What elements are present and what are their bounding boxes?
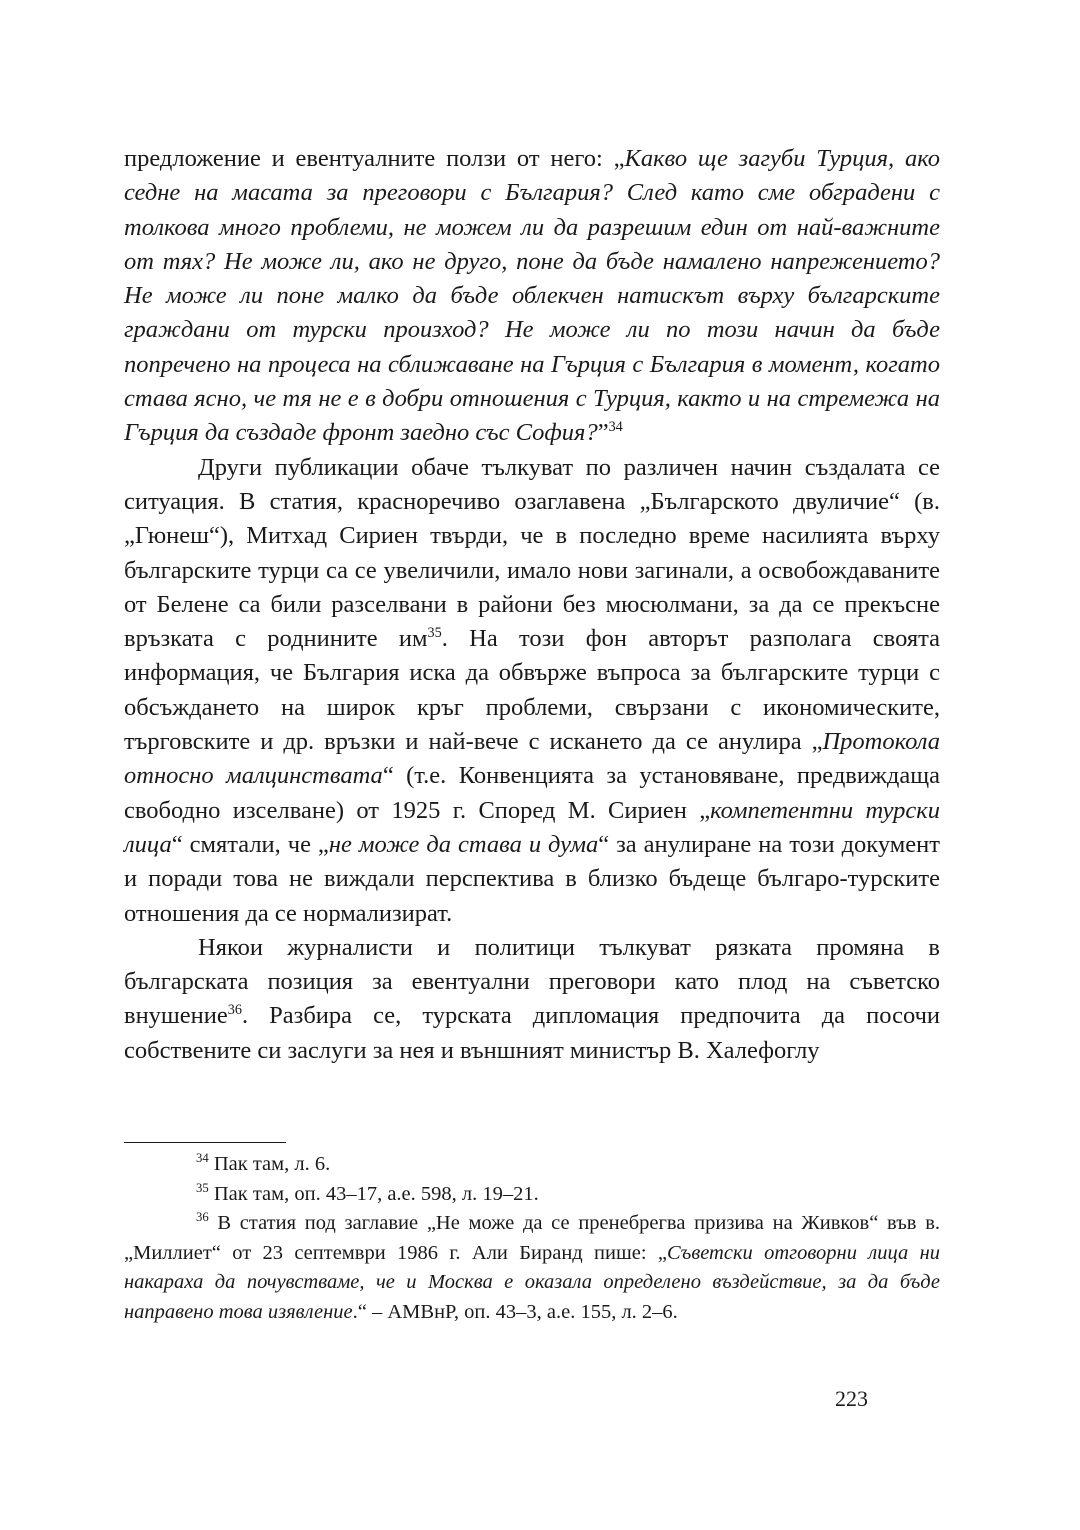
footnote-separator	[124, 1142, 286, 1143]
footnote-34	[124, 1150, 940, 1180]
footnotes	[124, 1150, 940, 1327]
italic-phrase-1: Протокола относно малцинствата	[124, 728, 940, 790]
paragraph-2-text-2: . На този фон авторът разполага своята информация, че България иска да обвърже въпроса за българските турци с обсъждането на широк кръг проблеми, свързани с икономическите, търговските и др. връзки и най-вече с искането да се анулира „	[124, 625, 941, 756]
paragraph-3-text-2: . Разбира се, турската дипломация предпочита да посочи собствените си заслуги за нея и външният министър В. Халефоглу	[124, 1002, 940, 1064]
footnote-number: 34	[196, 1151, 209, 1166]
paragraph-2-text-4: “ смятали, че „	[171, 830, 329, 858]
italic-phrase-3: не може да става и дума	[328, 830, 599, 858]
page-number: 223	[835, 1386, 868, 1411]
footnote-35	[124, 1180, 940, 1210]
paragraph-2-text-5: “ за анулиране на този документ и поради това не виждали перспектива в близко бъдеще българо-турските отношения да се нормализират.	[124, 830, 940, 927]
paragraph-1	[124, 142, 940, 451]
quote-close: ”	[597, 419, 609, 447]
paragraph-2-text-3: “ (т.е. Конвенцията за установяване, предвиждаща свободно изселване) от 1925 г. Според М. Сириен „	[124, 762, 940, 824]
footnote-text: Пак там, оп. 43–17, а.е. 598, л. 19–21.	[208, 1182, 539, 1205]
footnote-text-1: В статия под заглавие „Не може да се пренебрегва призива на Живков“ във в. „Миллиет“ от 23 септември 1986 г. Али Биранд пише: „	[124, 1212, 940, 1264]
main-text	[124, 142, 940, 1068]
footnote-number: 35	[196, 1180, 209, 1195]
footnote-italic-quote: Съветски отговорни лица ни накараха да почувстваме, че и Москва е оказала определено въздействие, за да бъде направено това изявление	[124, 1241, 940, 1323]
italic-phrase-2: компетентни турски лица	[124, 796, 940, 858]
paragraph-3-text-1: Някои журналисти и политици тълкуват рязката промяна в българската позиция за евентуални преговори като плод на съветско внушение	[124, 933, 940, 1030]
italic-quote: Какво ще загуби Турция, ако седне на масата за преговори с България? След като сме обградени с толкова много проблеми, не можем ли да разрешим един от най-важните от тях? Не може ли, ако не друго, поне да бъде намалено напрежението? Не може ли поне малко да бъде облекчен натискът върху българските граждани от турски произход? Не може ли по този начин да бъде попречено на процеса на сближаване на Гърция с България в момент, когато става ясно, че тя не е в добри отношения с Турция, както и на стремежа на Гърция да създаде фронт заедно със София?	[124, 145, 940, 447]
paragraph-1-intro: предложение и евентуалните ползи от него: „	[124, 145, 625, 172]
paragraph-2	[124, 451, 940, 931]
paragraph-2-text-1: Други публикации обаче тълкуват по различен начин създалата се ситуация. В статия, красноречиво озаглавена „Българското двуличие“ (в. „Гюнеш“), Митхад Сириен твърди, че в последно време насилията върху българските турци са се увеличили, имало нови загинали, а освобождаваните от Белене са били разселвани в райони без мюсюлмани, за да се прекъсне връзката с роднините им	[124, 453, 940, 653]
footnote-number: 36	[196, 1210, 209, 1225]
footnote-text: Пак там, л. 6.	[208, 1153, 331, 1175]
paragraph-3	[124, 931, 940, 1068]
footnote-36	[124, 1209, 940, 1327]
footnote-text-2: .“ – АМВнР, оп. 43–3, а.е. 155, л. 2–6.	[352, 1300, 678, 1323]
footnote-ref-34: 34	[608, 419, 623, 436]
footnote-ref-35: 35	[427, 625, 442, 642]
footnote-ref-36: 36	[227, 1002, 242, 1019]
